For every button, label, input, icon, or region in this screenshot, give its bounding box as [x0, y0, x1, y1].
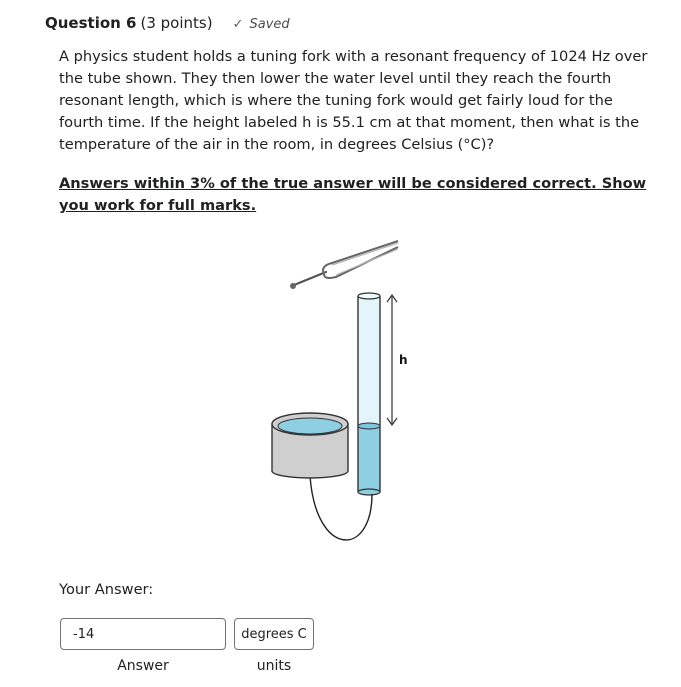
diagram-svg [260, 228, 430, 563]
grading-instruction: Answers within 3% of the true answer will be considered correct. Show you work for full marks. [59, 175, 647, 214]
checkmark-icon: ✓ [232, 17, 244, 32]
answer-input[interactable] [60, 618, 226, 650]
tube-air-column [358, 296, 380, 426]
tuning-fork-icon [290, 241, 398, 289]
resonance-tube [358, 293, 380, 495]
height-arrow [387, 295, 397, 425]
water-surface [358, 423, 380, 429]
question-points: (3 points) [140, 14, 213, 32]
saved-label: Saved [249, 17, 290, 32]
question-header [45, 14, 290, 32]
question-title: Question 6 [45, 14, 137, 32]
units-field[interactable] [234, 618, 314, 650]
question-text: A physics student holds a tuning fork with a resonant frequency of 1024 Hz over the tube shown. They then lower the water level until they reach the fourth resonant length, which is where the tuning fork would get fairly loud for the fourth time. If the height labeled h is 55.1 cm at that moment, then what is the temperature of the air in the room, in degrees Celsius (°C)? [59, 48, 648, 153]
resonance-tube-diagram [260, 228, 430, 567]
saved-status [233, 17, 290, 32]
units-value: degrees C [241, 626, 307, 642]
h-label: h [399, 353, 408, 367]
your-answer-label: Your Answer: [59, 581, 154, 598]
tube-water-column [358, 426, 380, 492]
water-reservoir [272, 413, 348, 478]
units-caption: units [256, 658, 292, 674]
answer-caption: Answer [117, 658, 169, 674]
